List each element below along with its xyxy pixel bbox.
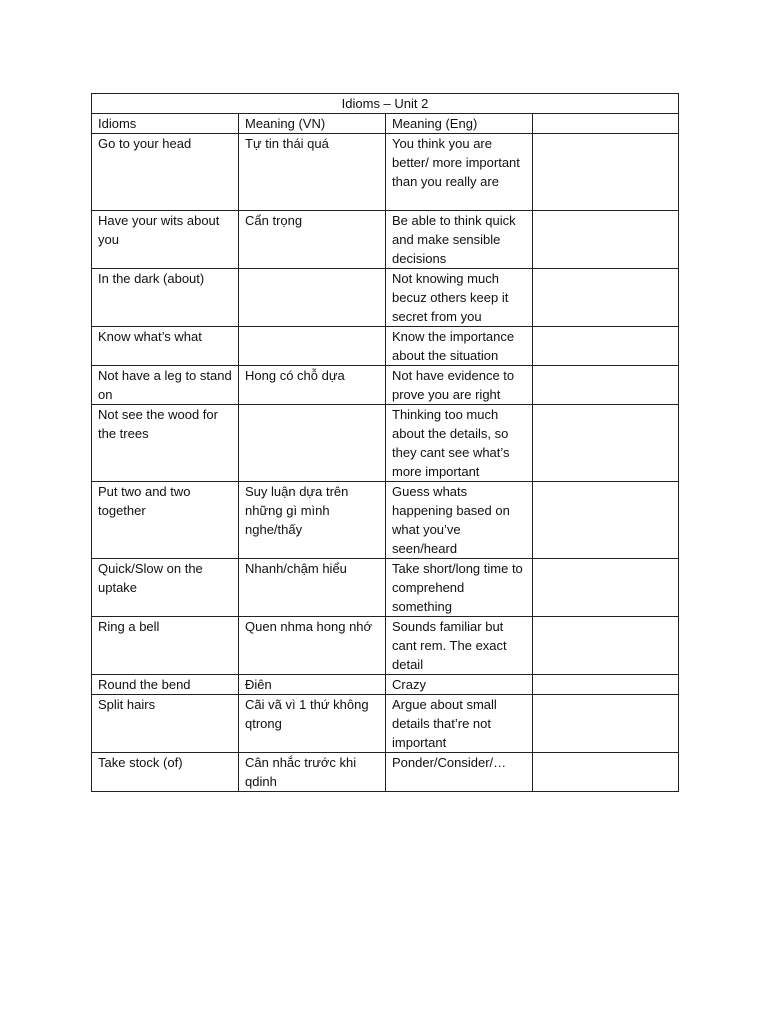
meaning-eng-cell: Not knowing much becuz others keep it secret from you bbox=[386, 269, 533, 327]
meaning-eng-cell: You think you are better/ more important than you really are bbox=[386, 134, 533, 211]
meaning-vn-cell: Cẩn trọng bbox=[239, 211, 386, 269]
idiom-cell: Split hairs bbox=[92, 695, 239, 753]
table-row bbox=[92, 559, 679, 617]
idiom-cell: Not have a leg to stand on bbox=[92, 366, 239, 405]
table-row bbox=[92, 327, 679, 366]
header-empty bbox=[533, 114, 679, 134]
idiom-cell: Quick/Slow on the uptake bbox=[92, 559, 239, 617]
meaning-eng-cell: Not have evidence to prove you are right bbox=[386, 366, 533, 405]
meaning-vn-cell: Nhanh/chậm hiểu bbox=[239, 559, 386, 617]
meaning-vn-cell: Cân nhắc trước khi qdinh bbox=[239, 753, 386, 792]
empty-cell bbox=[533, 753, 679, 792]
meaning-vn-cell: Cãi vã vì 1 thứ không qtrong bbox=[239, 695, 386, 753]
meaning-eng-cell: Take short/long time to comprehend something bbox=[386, 559, 533, 617]
header-meaning-eng: Meaning (Eng) bbox=[386, 114, 533, 134]
empty-cell bbox=[533, 134, 679, 211]
table-row bbox=[92, 269, 679, 327]
title-row bbox=[92, 94, 679, 114]
idiom-cell: Know what’s what bbox=[92, 327, 239, 366]
idioms-table bbox=[91, 93, 679, 792]
idiom-cell: Put two and two together bbox=[92, 482, 239, 559]
empty-cell bbox=[533, 675, 679, 695]
meaning-vn-cell: Điên bbox=[239, 675, 386, 695]
table-row bbox=[92, 675, 679, 695]
empty-cell bbox=[533, 559, 679, 617]
meaning-eng-cell: Sounds familiar but cant rem. The exact detail bbox=[386, 617, 533, 675]
idiom-cell: Ring a bell bbox=[92, 617, 239, 675]
meaning-eng-cell: Thinking too much about the details, so they cant see what’s more important bbox=[386, 405, 533, 482]
idiom-cell: Have your wits about you bbox=[92, 211, 239, 269]
empty-cell bbox=[533, 695, 679, 753]
empty-cell bbox=[533, 405, 679, 482]
empty-cell bbox=[533, 482, 679, 559]
table-row bbox=[92, 753, 679, 792]
table-row bbox=[92, 134, 679, 211]
idiom-cell: Go to your head bbox=[92, 134, 239, 211]
meaning-eng-cell: Know the importance about the situation bbox=[386, 327, 533, 366]
header-meaning-vn: Meaning (VN) bbox=[239, 114, 386, 134]
meaning-eng-cell: Argue about small details that’re not important bbox=[386, 695, 533, 753]
header-row bbox=[92, 114, 679, 134]
meaning-eng-cell: Guess whats happening based on what you’ve seen/heard bbox=[386, 482, 533, 559]
header-idioms: Idioms bbox=[92, 114, 239, 134]
empty-cell bbox=[533, 269, 679, 327]
meaning-eng-cell: Ponder/Consider/… bbox=[386, 753, 533, 792]
table-row bbox=[92, 211, 679, 269]
meaning-vn-cell: Suy luận dựa trên những gì mình nghe/thấy bbox=[239, 482, 386, 559]
empty-cell bbox=[533, 617, 679, 675]
idiom-cell: Not see the wood for the trees bbox=[92, 405, 239, 482]
idiom-cell: In the dark (about) bbox=[92, 269, 239, 327]
meaning-vn-cell bbox=[239, 269, 386, 327]
meaning-vn-cell: Tự tin thái quá bbox=[239, 134, 386, 211]
idiom-cell: Round the bend bbox=[92, 675, 239, 695]
meaning-vn-cell bbox=[239, 327, 386, 366]
meaning-vn-cell bbox=[239, 405, 386, 482]
empty-cell bbox=[533, 327, 679, 366]
meaning-vn-cell: Hong có chỗ dựa bbox=[239, 366, 386, 405]
meaning-vn-cell: Quen nhma hong nhớ bbox=[239, 617, 386, 675]
idiom-cell: Take stock (of) bbox=[92, 753, 239, 792]
empty-cell bbox=[533, 366, 679, 405]
table-row bbox=[92, 695, 679, 753]
table-title: Idioms – Unit 2 bbox=[92, 94, 679, 114]
table-row bbox=[92, 482, 679, 559]
meaning-eng-cell: Be able to think quick and make sensible decisions bbox=[386, 211, 533, 269]
meaning-eng-cell: Crazy bbox=[386, 675, 533, 695]
table-row bbox=[92, 617, 679, 675]
table-row bbox=[92, 405, 679, 482]
empty-cell bbox=[533, 211, 679, 269]
table-row bbox=[92, 366, 679, 405]
